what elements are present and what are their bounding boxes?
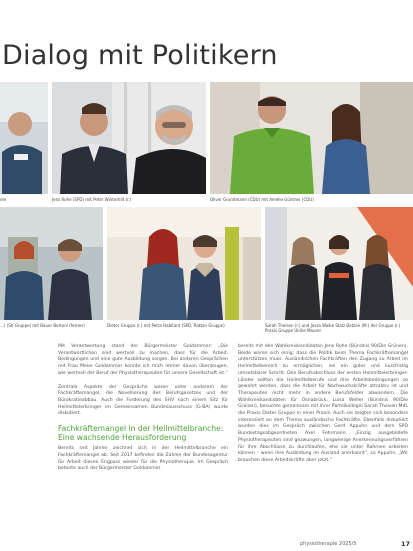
paragraph-4: bereits mit den Wahlkreiskandidaten Jens Rohe (Bündnis 90/Die Grünen). Beide waren sich einig, dass die Politik beim Thema Fachkräftemangel unterstützen muss. Ausländischen Fachkräften den Zugang zu Arbeit im Heilmittelbereich zu ermöglichen, sei ein guter und kurzfristig umsetzbarer Schritt. Den Berufsabschluss der ersten Heilmittelerbringer-Länder sollten die Heilmittelberufe und ihre Arbeitsbedingungen so gewahrt werden, dass die Arbeit für Nachwuchskräfte attraktiv ist und Therapeuten nicht mehr in andere Berufsfelder abwandern. Die Wahlkreiskandidaten für Osnabrück, Luisa Weller (Bündnis 90/Die Grünen), besuchte gemeinsam mit ihrer Parteikollegin Sarah Theisen MdL die Praxis Dieter Gruppe in einer Praxis. Auch sie zeigten sich besonders interessiert an dem Thema ausländische Fachkräfte. Ebenfalls diskutiert wurden dies im Gespräch zwischen Gerd Appuhn und dem SPD Bundestagsabgeordneten Axel Fehrmann. „Einzig ausgebildete Physiotherapeuten sind gezwungen, langwierige Anerkennungsverfahren für ihre Abschlüsse zu durchlaufen, ehe sie unter Rahmen arbeiten können – wenn ihre Ausbildung im Ausland anerkannt“, so Appuhn. „Wir brauchen diese Arbeitskräfte aber jetzt.“ (238, 344, 408, 463)
caption-photo-5: Dieter Gruppe (r.) mit Petra Habitant (SPD, Rattan Gruppe) (107, 323, 225, 328)
subheading: Fachkräftemangel in der Heilmittelbranche: Eine wachsende Herausforderung (58, 424, 224, 442)
footer-label: physiotherapie 2025/5 (300, 541, 357, 547)
caption-photo-1: ele (0, 197, 7, 202)
photo-jens-rohe (52, 82, 206, 194)
caption-photo-4: ...) (SV Gruppe) mit Bauer Bertoni (fernes) (0, 323, 85, 328)
paragraph-2: Zentrale Aspekte der Gespräche waren unter anderem der Fachkräftemangel, die Novellierung des Berufsgesetzes und der Bürokratieabbau. Auch die Forderung des SHV nach einem Sitz für Heilmittelerbringer im Gemeinsamen Bundesausschuss (G-BA) wurde diskutiert. (58, 384, 228, 417)
paragraph-1: Mit Verantwortung stand der Bürgermeister Goldammer: „Die Verantwortlichen sind wertvoll zu machen, dass für die Arbeit, Bedingungen und eine gute Ausbildung sorgen. Bei anderen Gesprächen mit Frau Meier Goldammer konnte ich mich immer davon überzeugen, wie wertvoll der Beruf der Physiotherapeuten für unsere Gesellschaft ist.“ (58, 344, 228, 376)
caption-photo-6: Sarah Theisen (r.) und Jessa Wolke Stalz Batzen (M.) der Gruppe (r.) Praxis Gruppe Ulrike Maurer (265, 323, 401, 333)
photo-oliver-grundmann (210, 82, 413, 194)
article-column-right (238, 344, 408, 472)
photo-practice-1 (0, 207, 103, 320)
photo-practice-2 (107, 207, 261, 320)
page-footer (300, 539, 410, 549)
caption-photo-2: Jens Rohe (SPD) mit Peter Winterhilt (r.) (52, 197, 132, 202)
page-number: 17 (400, 540, 410, 548)
caption-photo-3: Oliver Grundmann (CDU) mit Amelie Güntner (CDU) (210, 197, 314, 202)
photo-practice-3 (265, 207, 413, 320)
photo-politician-1 (0, 82, 48, 194)
headline: Dialog mit Politikern (2, 40, 278, 71)
article-column-left (58, 344, 228, 480)
paragraph-3: Bereits seit Jahren zeichnet sich in der Heilmittelbranche ein Fachkräftemangel ab. Seit 2017 befinden die Zahlen der Bundesagentur für Arbeit diesen Engpass wieder für die Physiotherapie. Im Gespräch betonte auch der Bürgermeister Goldammer (58, 446, 228, 472)
